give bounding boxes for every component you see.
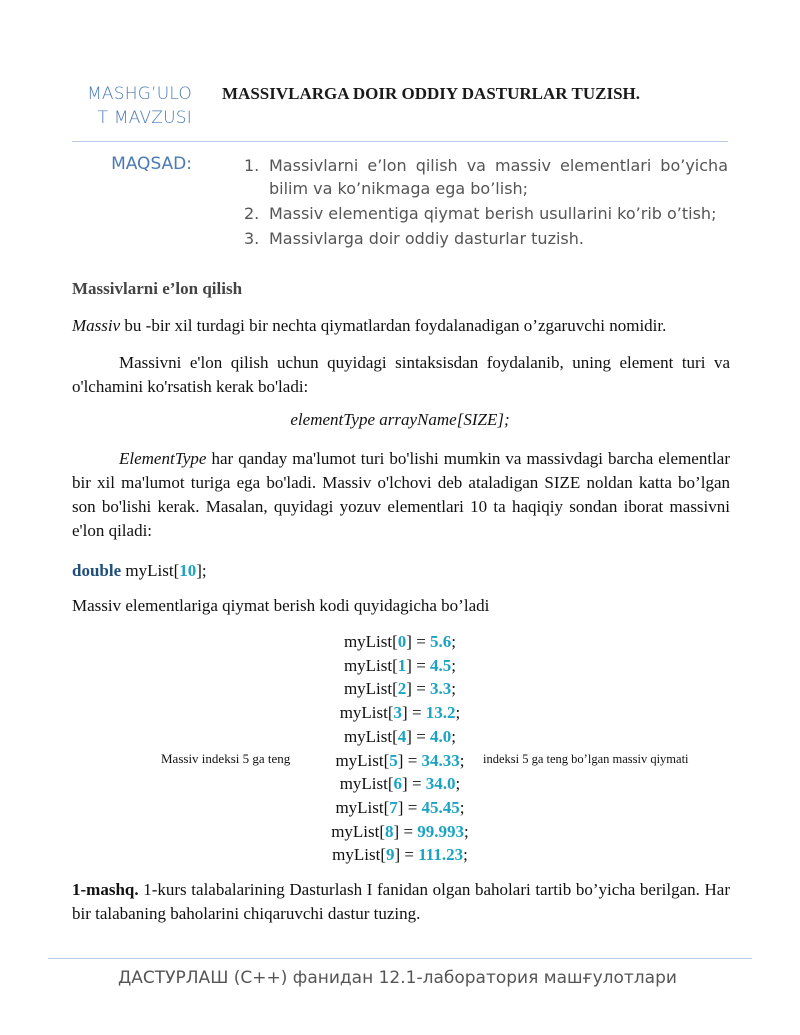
goal-text: Massivlarga doir oddiy dasturlar tuzish.	[269, 229, 584, 248]
code-array-name: myList	[343, 726, 393, 746]
code-index: 5	[389, 750, 398, 770]
goal-label: MAQSAD:	[111, 154, 192, 174]
exercise-label: 1-mashq.	[72, 880, 139, 899]
goal-item	[244, 227, 728, 250]
code-index: 2	[397, 679, 407, 699]
code-array-name: myList	[343, 655, 393, 675]
code-value: 4.0	[430, 726, 452, 746]
code-line: myList[7] = 45.45;	[335, 797, 465, 817]
code-value: 34.33	[421, 750, 460, 770]
code-value: 13.2	[425, 703, 456, 723]
code-array-name: myList	[332, 845, 381, 865]
code-value: 4.5	[430, 655, 452, 675]
topic-label-line1: MASHG’ULO	[87, 84, 192, 104]
declaration-line: double myList[10];	[72, 561, 207, 580]
topic-label-line2: T MAVZUSI	[97, 108, 192, 128]
exercise-text: 1-kurs talabalarining Dasturlash I fanidan olgan baholari tartib bo’yicha berilgan. Har bir talabaning baholarini chiqaruvchi dastur tuzing.	[72, 880, 730, 923]
element-type-text: har qanday ma'lumot turi bo'lishi mumkin va massivdagi barcha elementlar bir xil ma'lumot turiga ega bo'ladi. Massiv o'lchovi deb ataladigan SIZE noldan katta bo’lgan son bo'lishi kerak. Masalan, quyidagi yozuv elementlari 10 ta haqiqiy sondan iborat massivni e'lon qiladi:	[72, 449, 730, 540]
code-line: myList[1] = 4.5;	[343, 655, 457, 675]
code-line: myList[3] = 13.2;	[339, 703, 461, 723]
code-value: 111.23	[418, 845, 464, 865]
divider-top	[72, 141, 728, 142]
goal-item	[244, 202, 728, 225]
code-array-name: myList	[339, 703, 388, 723]
section-heading: Massivlarni e’lon qilish	[72, 279, 243, 298]
code-value: 34.0	[425, 774, 456, 794]
goal-text: Massivlarni e’lon qilish va massiv elementlari bo’yicha bilim va ko’nikmaga ega bo’lish;	[269, 156, 728, 198]
code-array-name: myList	[339, 774, 388, 794]
array-size: 10	[179, 561, 197, 580]
goal-text: Massiv elementiga qiymat berish usullarini ko’rib o’tish;	[269, 204, 717, 223]
code-index: 7	[389, 797, 398, 817]
element-type-term: ElementType	[119, 449, 207, 468]
divider-bottom	[48, 958, 752, 959]
goal-number: 2.	[244, 204, 260, 223]
goal-number: 3.	[244, 229, 260, 248]
code-line: myList[9] = 111.23;	[332, 845, 468, 865]
code-array-name: myList	[335, 797, 384, 817]
topic-label	[72, 82, 192, 130]
array-name: myList	[125, 561, 174, 580]
code-array-name: myList	[343, 679, 393, 699]
exercise-paragraph	[72, 878, 730, 926]
code-index: 6	[393, 774, 403, 794]
goals-list	[244, 154, 728, 252]
code-line: myList[5] = 34.33;	[335, 750, 465, 770]
index-note: Massiv indeksi 5 ga teng	[161, 751, 291, 766]
element-type-paragraph	[72, 447, 730, 543]
assignment-code-block	[300, 630, 500, 867]
goal-number: 1.	[244, 156, 260, 175]
definition-term: Massiv	[72, 316, 121, 335]
value-note: indeksi 5 ga teng bo’lgan massiv qiymati	[483, 752, 689, 766]
code-index: 3	[393, 703, 403, 723]
code-array-name: myList	[331, 821, 380, 841]
code-line: myList[6] = 34.0;	[339, 774, 461, 794]
page-footer: ДАСТУРЛАШ (C++) фанидан 12.1-лаборатория машғулотлари	[118, 968, 677, 988]
code-line: myList[8] = 99.993;	[331, 821, 469, 841]
syntax-line: elementType arrayName[SIZE];	[290, 410, 510, 429]
code-index: 0	[397, 632, 407, 651]
code-line: myList[2] = 3.3;	[343, 679, 457, 699]
keyword-double: double	[72, 561, 122, 580]
goal-item	[244, 154, 728, 200]
code-index: 4	[397, 726, 407, 746]
code-line: myList[4] = 4.0;	[343, 726, 457, 746]
code-value: 99.993	[417, 821, 465, 841]
code-index: 9	[385, 845, 395, 865]
definition-paragraph	[72, 314, 730, 338]
code-index: 1	[397, 655, 407, 675]
page-title: MASSIVLARGA DOIR ODDIY DASTURLAR TUZISH.	[222, 84, 640, 103]
code-value: 45.45	[421, 797, 460, 817]
code-index: 8	[385, 821, 394, 841]
code-array-name: myList	[335, 750, 384, 770]
code-value: 5.6	[430, 632, 452, 651]
syntax-intro-paragraph: Massivni e'lon qilish uchun quyidagi sintaksisdan foydalanib, uning element turi va o'lchamini ko'rsatish kerak bo'ladi:	[72, 353, 730, 396]
code-line: myList[0] = 5.6;	[343, 632, 457, 651]
code-array-name: myList	[343, 632, 393, 651]
code-value: 3.3	[430, 679, 452, 699]
assignment-intro: Massiv elementlariga qiymat berish kodi quyidagicha bo’ladi	[72, 596, 490, 615]
definition-text: bu -bir xil turdagi bir nechta qiymatlardan foydalanadigan o’zgaruvchi nomidir.	[120, 316, 667, 335]
